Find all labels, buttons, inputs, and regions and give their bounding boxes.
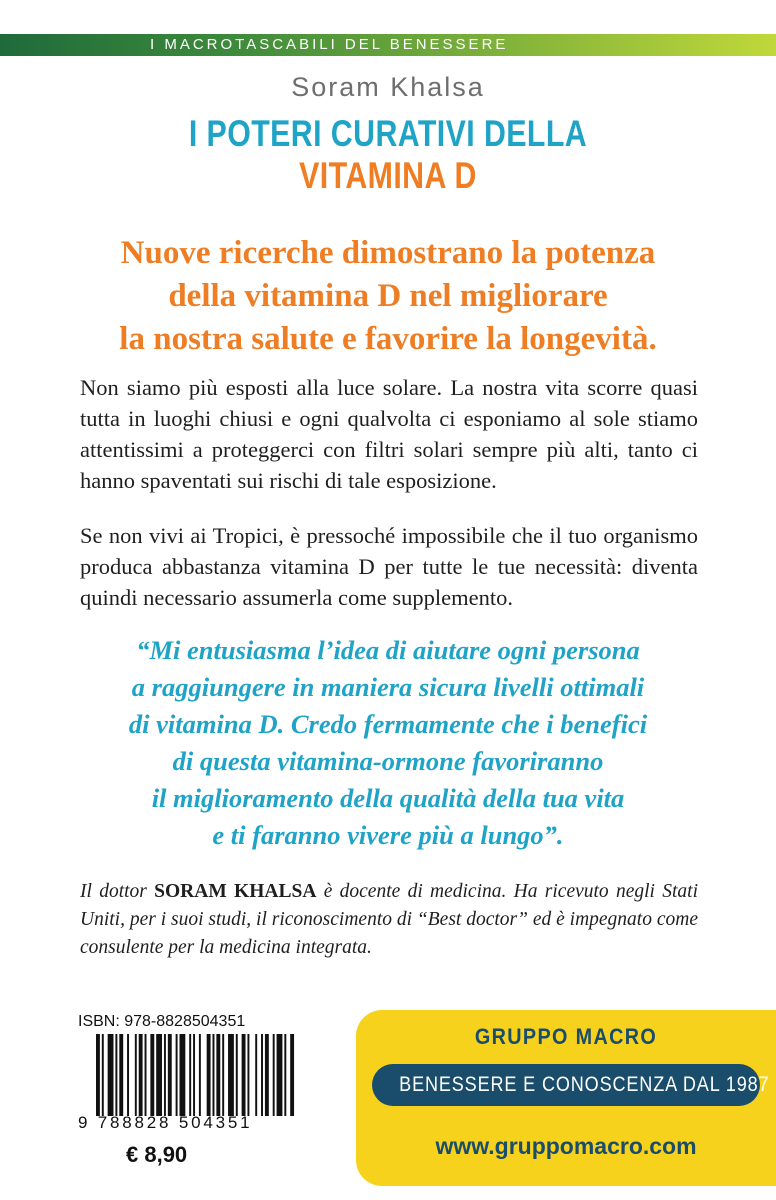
quote-line: di questa vitamina-ormone favoriranno xyxy=(172,746,604,776)
book-title-line-1: I POTERI CURATIVI DELLA xyxy=(188,113,588,154)
quote-line: di vitamina D. Credo fermamente che i benefici xyxy=(128,709,648,739)
tagline xyxy=(60,232,716,361)
tagline-line-1: Nuove ricerche dimostrano la potenza xyxy=(120,235,656,271)
barcode-bar xyxy=(242,1034,246,1116)
barcode-bar xyxy=(189,1034,191,1116)
barcode-bar xyxy=(193,1034,195,1116)
barcode-bar xyxy=(145,1034,147,1116)
bio-prefix: Il dottor xyxy=(80,881,155,902)
publisher-name: GRUPPO MACRO xyxy=(474,1024,658,1049)
barcode-bar xyxy=(108,1034,114,1116)
barcode-bar xyxy=(96,1034,100,1116)
barcode-bar xyxy=(135,1034,137,1116)
quote-line: e ti faranno vivere più a lungo”. xyxy=(212,820,564,850)
author-bio xyxy=(80,878,698,962)
body-paragraph: Se non vivi ai Tropici, è pressoché impossibile che il tuo organismo produca abbastanza vitamina D per tutte le tue necessità: diventa quindi necessario assumerla come supplemento. xyxy=(80,523,698,610)
tagline-line-3: la nostra salute e favorire la longevità. xyxy=(119,321,657,357)
barcode-bar xyxy=(199,1034,201,1116)
series-label: I MACROTASCABILI DEL BENESSERE xyxy=(150,36,509,53)
barcode-bar xyxy=(265,1034,269,1116)
author-quote xyxy=(90,632,686,854)
barcode-bar xyxy=(236,1034,238,1116)
barcode-bar xyxy=(115,1034,117,1116)
barcode-bar xyxy=(156,1034,162,1116)
barcode-bar xyxy=(150,1034,154,1116)
tagline-line-2: della vitamina D nel migliorare xyxy=(168,278,608,314)
barcode-bar xyxy=(127,1034,129,1116)
quote-line: a raggiungere in maniera sicura livelli ottimali xyxy=(131,672,645,702)
barcode-bar xyxy=(255,1034,257,1116)
barcode-digits: 9 788828 504351 xyxy=(78,1113,253,1132)
publisher-url: www.gruppomacro.com xyxy=(435,1133,697,1159)
price: € 8,90 xyxy=(126,1142,188,1167)
barcode-bar xyxy=(228,1034,234,1116)
barcode-bar xyxy=(119,1034,123,1116)
barcode-bar xyxy=(261,1034,263,1116)
barcode-bar xyxy=(179,1034,185,1116)
author-name: Soram Khalsa xyxy=(291,72,485,102)
quote-line: “Mi entusiasma l’idea di aiutare ogni persona xyxy=(136,635,640,665)
barcode-bar xyxy=(139,1034,143,1116)
barcode-bar xyxy=(277,1034,283,1116)
barcode-bar xyxy=(284,1034,286,1116)
barcode-bar xyxy=(164,1034,166,1116)
barcode-bar xyxy=(168,1034,172,1116)
book-title-line-2: VITAMINA D xyxy=(299,155,477,196)
publisher-tagline: BENESSERE E CONOSCENZA DAL 1987 xyxy=(399,1073,770,1096)
barcode-bar xyxy=(102,1034,104,1116)
barcode-bar xyxy=(213,1034,215,1116)
bio-author-name: SORAM KHALSA xyxy=(154,881,317,902)
barcode-bar xyxy=(207,1034,211,1116)
body-paragraph: Non siamo più esposti alla luce solare. La nostra vita scorre quasi tutta in luoghi chiusi e ogni qualvolta ci esponiamo al sole stiamo attentissimi a proteggerci con filtri solari sempre più alti, tanto ci hanno spaventati sui rischi di tale esposizione. xyxy=(80,375,698,493)
barcode-bar xyxy=(273,1034,275,1116)
barcode-bar xyxy=(216,1034,220,1116)
barcode-bar xyxy=(176,1034,178,1116)
quote-line: il miglioramento della qualità della tua vita xyxy=(151,783,625,813)
bio-text: è docente di medicina. Ha ricevuto negli Stati Uniti, per i suoi studi, il riconoscimento di “Best doctor” ed è impegnato come consulente per la medicina integrata. xyxy=(80,881,698,958)
barcode-bar xyxy=(222,1034,224,1116)
barcode xyxy=(96,1034,296,1116)
barcode-bar xyxy=(247,1034,249,1116)
isbn-label: ISBN: 978-8828504351 xyxy=(78,1013,246,1030)
barcode-bar xyxy=(290,1034,294,1116)
